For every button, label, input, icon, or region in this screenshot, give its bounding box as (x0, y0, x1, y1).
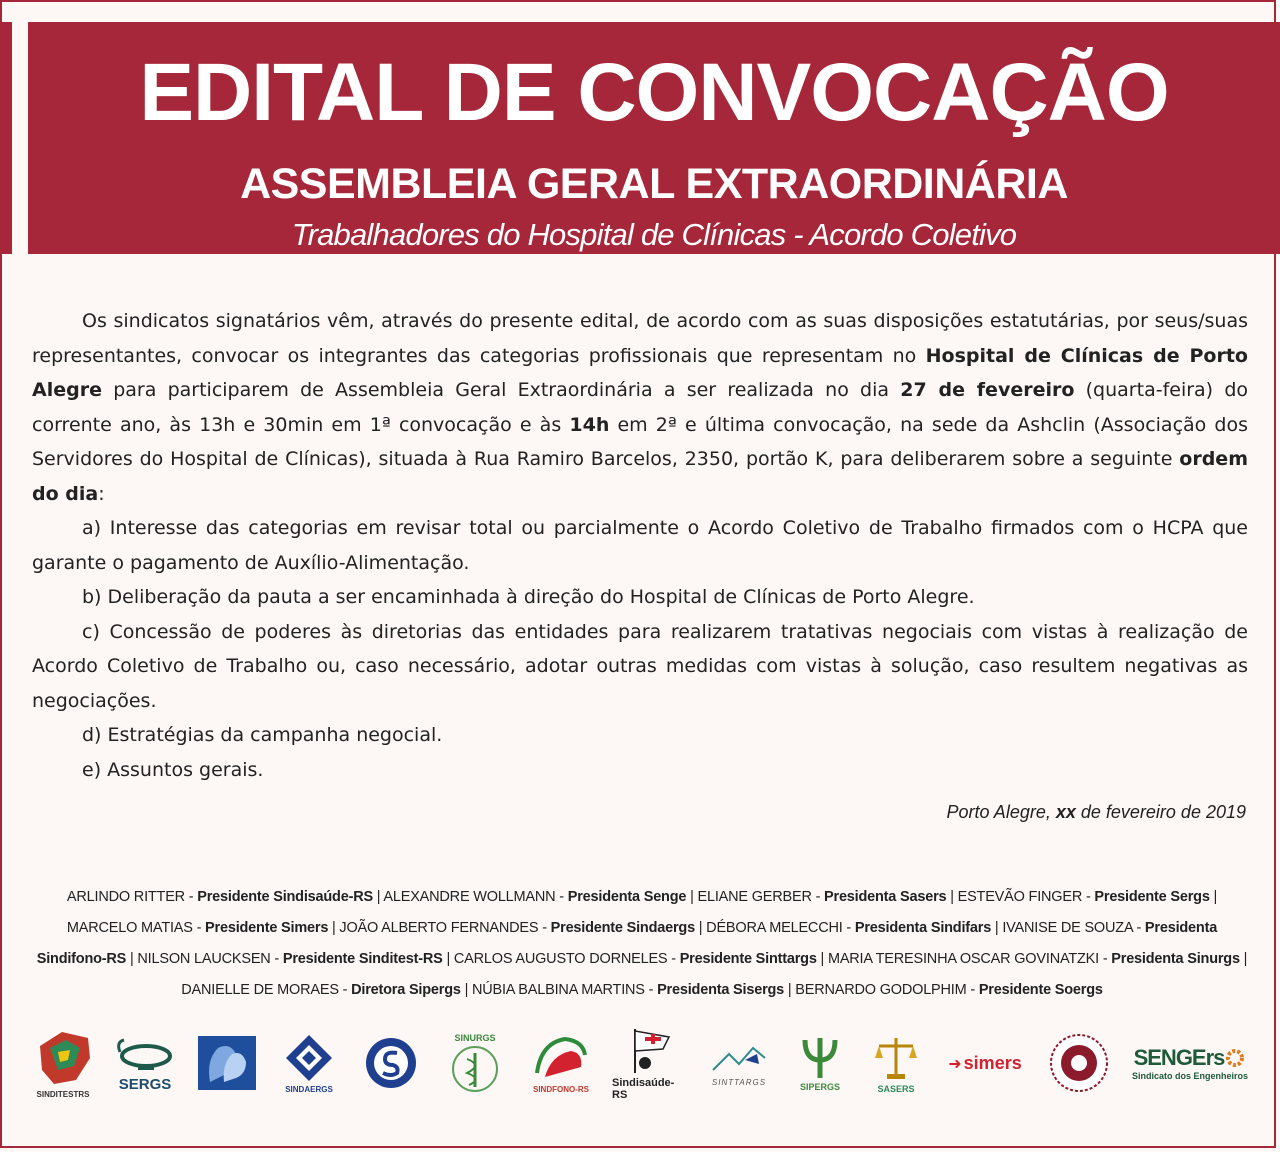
signatory-role: Presidente Sindaergs (550, 920, 695, 936)
signatory-separator: | (460, 982, 472, 998)
logo-text-sinurgs: SINURGS (454, 1033, 496, 1043)
signatory-separator: | (991, 920, 1003, 936)
signatory-role: Presidente Sinttargs (679, 951, 817, 967)
sindaergs-diamond-icon (284, 1033, 334, 1083)
signatory-entry: CARLOS AUGUSTO DORNELES - Presidente Sinttargs (453, 951, 817, 967)
signatory-name: DANIELLE DE MORAES (181, 982, 339, 998)
logo-sipergs (790, 1018, 850, 1108)
logo-text-sindfono: SINDFONO-RS (533, 1084, 589, 1094)
signatory-separator: | (694, 920, 707, 936)
signatory-entry: IVANISE DE SOUZA - Presidenta Sindifono-RS (36, 920, 1218, 967)
signatory-role: Presidente Soergs (978, 982, 1103, 998)
signatory-role: Presidenta Sindifars (854, 920, 992, 936)
signatory-separator: | (1209, 889, 1218, 905)
page-tagline: Trabalhadores do Hospital de Clínicas - Acordo Coletivo (291, 217, 1017, 252)
agenda-item-d: d) Estratégias da campanha negocial. (82, 724, 443, 746)
signatory-entry: NÚBIA BALBINA MARTINS - Presidenta Sisergs (471, 982, 785, 998)
signatory-entry: NILSON LAUCKSEN - Presidente Sinditest-RS (137, 951, 443, 967)
intro-text-4: em 2ª e última convocação, na sede da Ashclin (Associação dos Servidores do Hospital de Clínicas), situada à Rua Ramiro Barcelos, 2350, portão K, para deliberarem sobre a seguinte (32, 413, 1248, 470)
signatory-separator: | (686, 889, 698, 905)
signatory-name: NÚBIA BALBINA MARTINS (471, 982, 645, 998)
sindifars-seal-icon (363, 1035, 419, 1091)
logo-soergs (1044, 1018, 1114, 1108)
logo-sindifars (358, 1018, 424, 1108)
page-title: EDITAL DE CONVOCAÇÃO (139, 47, 1169, 138)
header-banner (28, 22, 1280, 254)
logo-sinurgs (440, 1018, 510, 1108)
signatory-role: Presidenta Sasers (824, 889, 947, 905)
date-suffix: de fevereiro de 2019 (1075, 802, 1246, 822)
signatory-separator: | (372, 889, 384, 905)
logo-text-sasers: SASERS (877, 1084, 915, 1094)
signatory-name: ESTEVÃO FINGER (957, 889, 1083, 905)
signatory-name: ELIANE GERBER (697, 889, 812, 905)
psi-icon (797, 1034, 843, 1080)
signatory-separator: | (946, 889, 958, 905)
signatory-entry: MARIA TERESINHA OSCAR GOVINATZKI - Presidenta Sinurgs (827, 951, 1240, 967)
notice-body (32, 304, 1248, 787)
logo-sinttargs (704, 1018, 774, 1108)
logo-text-simers: simers (963, 1052, 1022, 1073)
logo-sindfono (526, 1018, 596, 1108)
signatory-name: MARIA TERESINHA OSCAR GOVINATZKI (827, 951, 1099, 967)
signatory-name: IVANISE DE SOUZA (1002, 920, 1133, 936)
signatory-entry: BERNARDO GODOLPHIM - Presidente Soergs (795, 982, 1103, 998)
signatory-entry: JOÃO ALBERTO FERNANDES - Presidente Sindaergs (339, 920, 695, 936)
date-line (946, 802, 1246, 823)
simers-arrow-icon: ➜ (948, 1053, 962, 1073)
agenda-label: ordem do dia (32, 448, 1248, 505)
signatory-name: CARLOS AUGUSTO DORNELES (453, 951, 668, 967)
signatory-name: NILSON LAUCKSEN (137, 951, 271, 967)
signatories-list (36, 882, 1248, 1006)
signatory-name: BERNARDO GODOLPHIM (795, 982, 967, 998)
hospital-name: Hospital de Clínicas de Porto Alegre (32, 344, 1248, 401)
intro-text-3: (quarta-feira) do corrente ano, às 13h e 30min em 1ª convocação e às (32, 379, 1249, 436)
logo-simers (942, 1018, 1028, 1108)
signatory-role: Presidenta Senge (567, 889, 687, 905)
signatory-entry: MARCELO MATIAS - Presidente Simers (66, 920, 329, 936)
signatory-separator: | (1239, 951, 1248, 967)
signatory-entry: DÉBORA MELECCHI - Presidenta Sindifars (706, 920, 992, 936)
scales-icon (871, 1032, 921, 1082)
intro-paragraph (32, 304, 1248, 511)
signatory-name: ARLINDO RITTER (66, 889, 185, 905)
signatory-role: Presidenta Sisergs (657, 982, 785, 998)
logo-subtext-senge: Sindicato dos Engenheiros (1131, 1071, 1248, 1081)
logo-sindisaude (612, 1018, 688, 1108)
signatory-role: Presidenta Sinurgs (1111, 951, 1240, 967)
signatory-entry: DANIELLE DE MORAES - Diretora Sipergs (181, 982, 461, 998)
logo-text-sinttargs: SINTTARGS (711, 1077, 767, 1087)
signatory-role: Presidente Sinditest-RS (282, 951, 443, 967)
signatory-separator: | (816, 951, 828, 967)
signatory-role: Presidenta Sindifono-RS (36, 920, 1218, 967)
intro-text-2: para participarem de Assembleia Geral Extraordinária a ser realizada no dia (101, 379, 901, 401)
header-left-stripe (0, 22, 12, 254)
rs-map-icon (32, 1028, 94, 1088)
date-prefix: Porto Alegre, (946, 802, 1056, 822)
sinttargs-radiology-icon (709, 1040, 769, 1078)
logo-text-sinditestrs: SINDITESTRS (36, 1089, 90, 1099)
agenda-item-c: c) Concessão de poderes às diretorias das entidades para realizarem tratativas negociais com vistas à realização de Acordo Coletivo de Trabalho ou, caso necessário, adotar outras medidas com vistas à solução, caso resultem negativas as negociações. (32, 620, 1248, 712)
logo-sindaergs (276, 1018, 342, 1108)
logo-senge (1130, 1018, 1250, 1108)
lamp-icon (114, 1034, 176, 1074)
signatory-name: ALEXANDRE WOLLMANN (383, 889, 556, 905)
signatory-separator: | (126, 951, 138, 967)
union-logos-row (30, 1018, 1250, 1108)
signatory-name: MARCELO MATIAS (66, 920, 193, 936)
sindfono-wave-icon (531, 1033, 591, 1083)
signatory-entry: ARLINDO RITTER - Presidente Sindisaúde-RS (66, 889, 373, 905)
date-day: xx (1055, 802, 1076, 822)
sisergs-emblem-icon (196, 1034, 258, 1092)
signatory-separator: | (328, 920, 340, 936)
sinurgs-caduceus-icon (445, 1043, 505, 1095)
intro-text-1: Os sindicatos signatários vêm, através do presente edital, de acordo com as suas disposições estatutárias, por seus/suas representantes, convocar os integrantes das categorias profissionais que representam no (32, 310, 1248, 367)
logo-text-sipergs: SIPERGS (799, 1082, 840, 1092)
signatory-role: Presidente Sindisaúde-RS (197, 889, 373, 905)
signatory-role: Presidente Simers (205, 920, 329, 936)
logo-sergs (112, 1018, 178, 1108)
logo-text-sindisaude: Sindisaúde-RS (612, 1077, 675, 1101)
logo-text-sindaergs: SINDAERGS (285, 1084, 333, 1094)
logo-text-senge: SENGErs (1133, 1045, 1225, 1070)
agenda-item-b: b) Deliberação da pauta a ser encaminhada à direção do Hospital de Clínicas de Porto Alegre. (82, 586, 975, 608)
signatory-entry: ESTEVÃO FINGER - Presidente Sergs (957, 889, 1210, 905)
logo-sinditestrs (30, 1018, 96, 1108)
agenda-item-a: a) Interesse das categorias em revisar total ou parcialmente o Acordo Coletivo de Trabalho firmados com o HCPA que garante o pagamento de Auxílio-Alimentação. (32, 517, 1248, 574)
signatory-separator: | (442, 951, 454, 967)
second-call-time: 14h (569, 413, 610, 436)
intro-text-5: : (98, 482, 105, 505)
signatory-role: Diretora Sipergs (351, 982, 461, 998)
logo-sasers (866, 1018, 926, 1108)
logo-text-sergs: SERGS (118, 1075, 172, 1093)
logo-sisergs (194, 1018, 260, 1108)
signatory-name: DÉBORA MELECCHI (706, 920, 843, 936)
sindisaude-flag-icon (625, 1025, 675, 1075)
signatory-role: Presidente Sergs (1094, 889, 1210, 905)
gear-icon (1224, 1047, 1246, 1069)
signatory-separator: | (784, 982, 796, 998)
agenda-item-e: e) Assuntos gerais. (82, 758, 264, 781)
signatory-entry: ELIANE GERBER - Presidenta Sasers (697, 889, 947, 905)
signatory-entry: ALEXANDRE WOLLMANN - Presidenta Senge (383, 889, 687, 905)
signatory-name: JOÃO ALBERTO FERNANDES (339, 920, 539, 936)
meeting-date: 27 de fevereiro (900, 379, 1075, 401)
soergs-seal-icon (1048, 1032, 1110, 1094)
page-subtitle: ASSEMBLEIA GERAL EXTRAORDINÁRIA (240, 160, 1068, 208)
